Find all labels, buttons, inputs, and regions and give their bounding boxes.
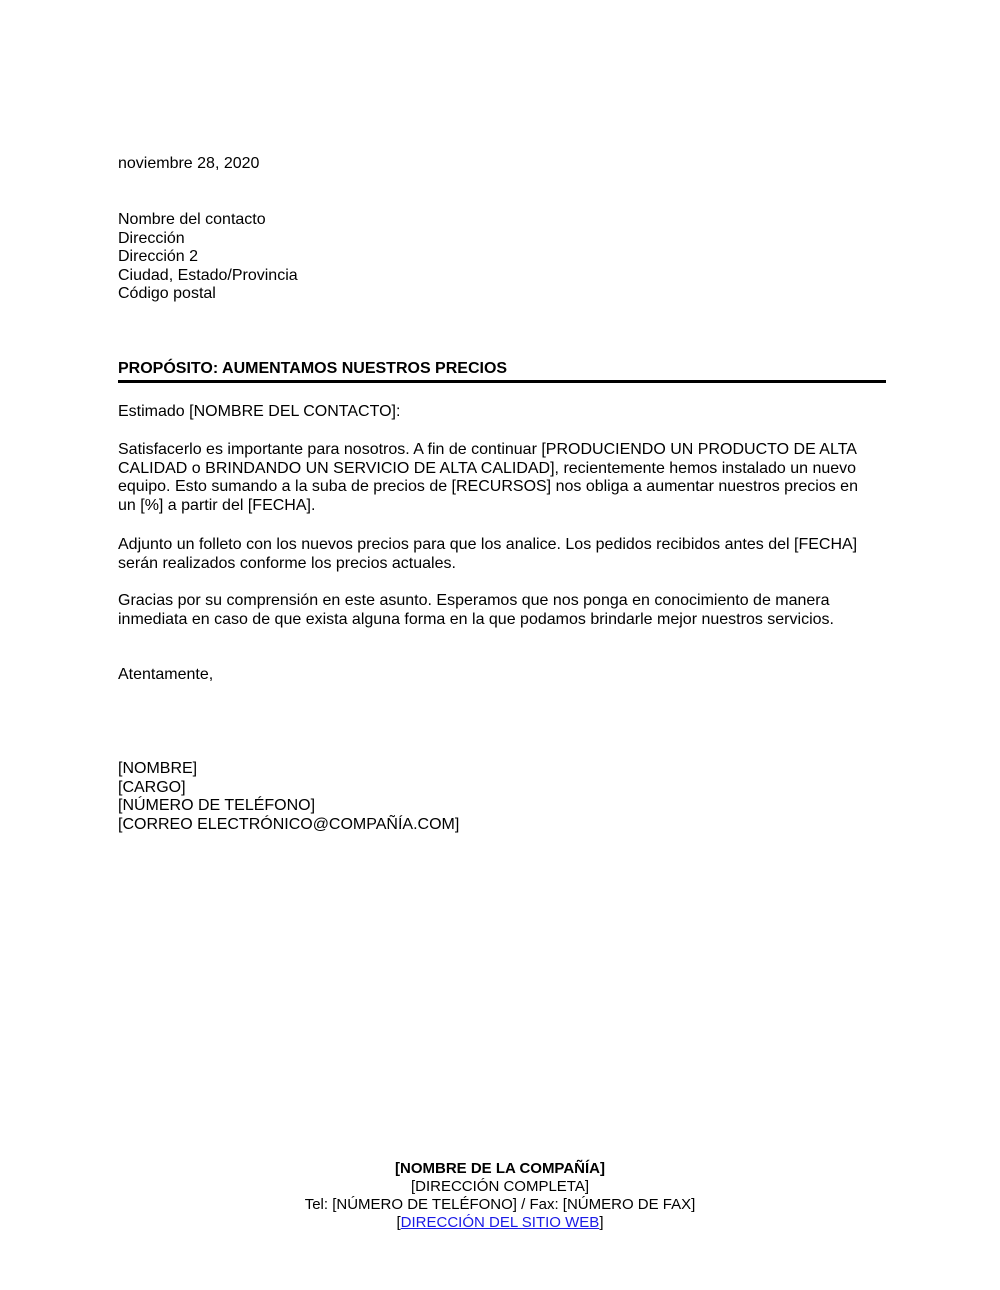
recipient-address (118, 211, 888, 304)
letter-closing (118, 666, 888, 685)
footer-bracket-close: ] (599, 1214, 604, 1231)
recipient-city-state: Ciudad, Estado/Provincia (118, 266, 298, 284)
page-footer (0, 1160, 1000, 1232)
subject-text: PROPÓSITO: AUMENTAMOS NUESTROS PRECIOS (118, 360, 508, 377)
recipient-postal-code: Código postal (118, 285, 216, 303)
salutation-text: Estimado [NOMBRE DEL CONTACTO]: (118, 403, 401, 420)
signature-block (118, 760, 888, 834)
paragraph-line: equipo. Esto sumando a la suba de precios de [RECURSOS] nos obliga a aumentar nuestros precios en (118, 478, 858, 496)
body-paragraph-1 (118, 441, 888, 515)
letter-date (118, 155, 888, 174)
body-paragraph-2 (118, 536, 888, 573)
recipient-address1: Dirección (118, 229, 185, 247)
body-paragraph-3 (118, 592, 888, 629)
signature-email: [CORREO ELECTRÓNICO@COMPAÑÍA.COM] (118, 815, 460, 833)
paragraph-line: un [%] a partir del [FECHA]. (118, 496, 316, 514)
footer-website (0, 1214, 1000, 1232)
website-link[interactable]: DIRECCIÓN DEL SITIO WEB (400, 1214, 600, 1231)
recipient-address2: Dirección 2 (118, 248, 199, 266)
footer-contact: Tel: [NÚMERO DE TELÉFONO] / Fax: [NÚMERO DE FAX] (304, 1196, 696, 1213)
paragraph-line: Adjunto un folleto con los nuevos precios para que los analice. Los pedidos recibidos antes del [FECHA] (118, 536, 858, 553)
date-text: noviembre 28, 2020 (118, 155, 260, 172)
letter-salutation (118, 403, 888, 422)
paragraph-line: serán realizados conforme los precios actuales. (118, 554, 456, 572)
paragraph-line: CALIDAD o BRINDANDO UN SERVICIO DE ALTA CALIDAD], recientemente hemos instalado un nuevo (118, 459, 857, 477)
closing-text: Atentamente, (118, 666, 214, 683)
paragraph-line: Satisfacerlo es importante para nosotros. A fin de continuar [PRODUCIENDO UN PRODUCTO DE ALTA (118, 441, 857, 458)
footer-company: [NOMBRE DE LA COMPAÑÍA] (395, 1160, 605, 1177)
recipient-name: Nombre del contacto (118, 211, 266, 228)
signature-title: [CARGO] (118, 778, 186, 796)
footer-bracket-open: [ (396, 1214, 401, 1231)
footer-address: [DIRECCIÓN COMPLETA] (410, 1178, 590, 1195)
signature-name: [NOMBRE] (118, 760, 198, 777)
letter-subject (118, 360, 886, 383)
paragraph-line: inmediata en caso de que exista alguna forma en la que podamos brindarle mejor nuestros servicios. (118, 610, 834, 628)
paragraph-line: Gracias por su comprensión en este asunto. Esperamos que nos ponga en conocimiento de manera (118, 592, 830, 609)
signature-phone: [NÚMERO DE TELÉFONO] (118, 797, 316, 815)
